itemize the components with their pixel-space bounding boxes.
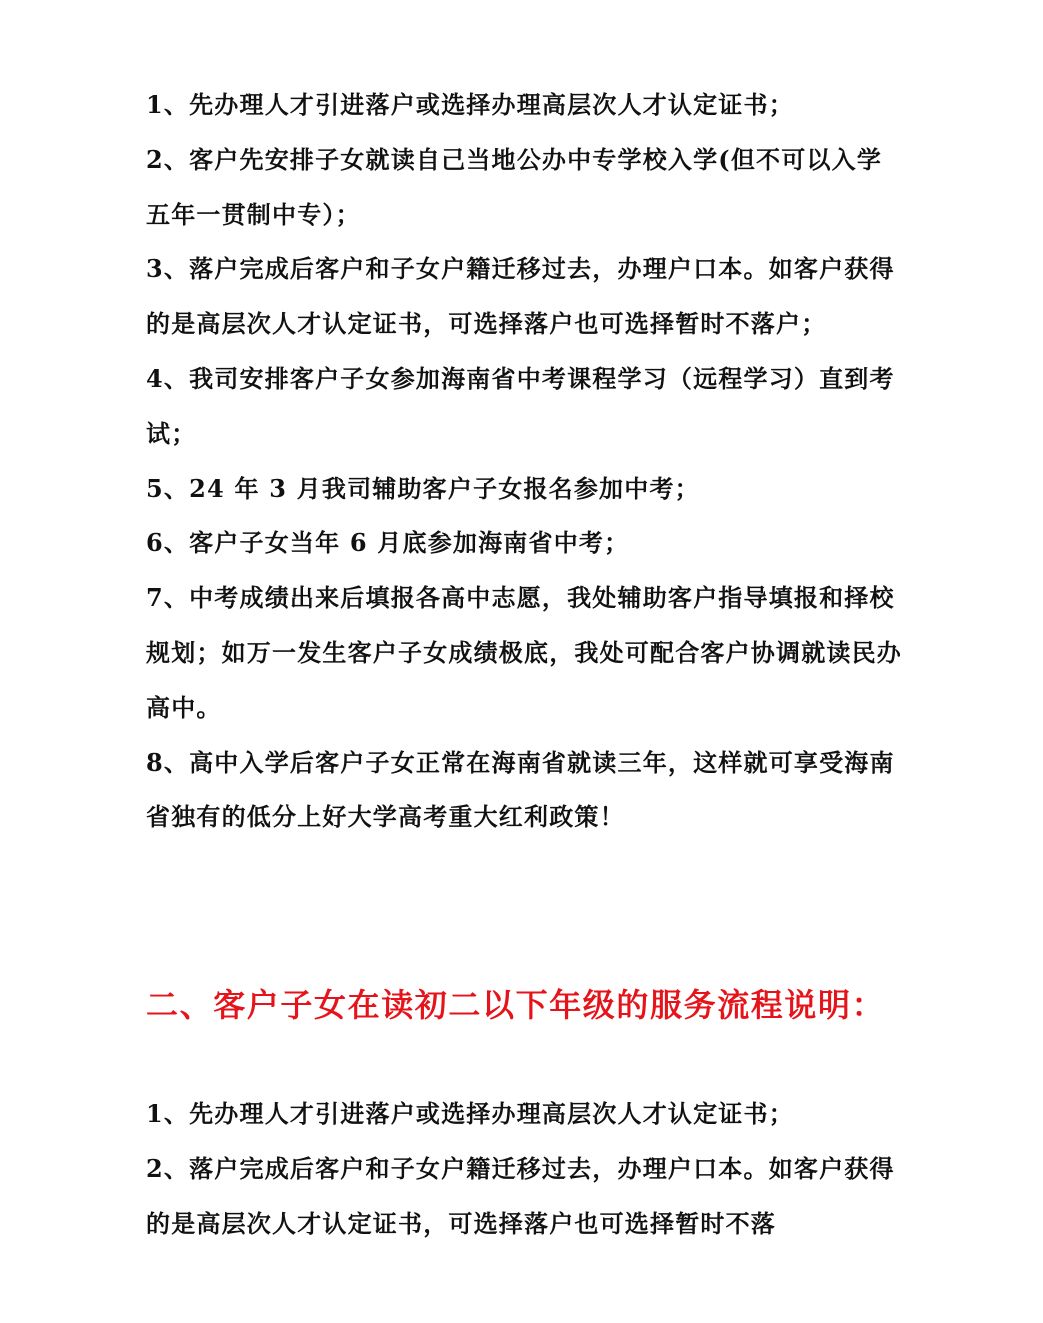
step-2: 2、客户先安排子女就读自己当地公办中专学校入学(但不可以入学五年一贯制中专）； — [146, 144, 883, 229]
step-4: 4、我司安排客户子女参加海南省中考课程学习（远程学习）直到考试； — [146, 363, 895, 448]
section-2-steps — [146, 1087, 906, 1251]
step-1: 1、先办理人才引进落户或选择办理高层次人才认定证书； — [146, 1099, 794, 1128]
step-6: 6、客户子女当年 6 月底参加海南省中考； — [146, 528, 630, 558]
step-2: 2、落户完成后客户和子女户籍迁移过去，办理户口本。如客户获得的是高层次人才认定证书，可选择落户也可选择暂时不落 — [146, 1153, 895, 1238]
step-3: 3、落户完成后客户和子女户籍迁移过去，办理户口本。如客户获得的是高层次人才认定证书，可选择落户也可选择暂时不落户； — [146, 254, 895, 339]
step-8: 8、高中入学后客户子女正常在海南省就读三年，这样就可享受海南省独有的低分上好大学高考重大红利政策！ — [146, 747, 895, 832]
section-1-steps — [146, 78, 906, 845]
step-1: 1、先办理人才引进落户或选择办理高层次人才认定证书； — [146, 90, 794, 119]
step-5: 5、24 年 3 月我司辅助客户子女报名参加中考； — [146, 473, 700, 503]
step-7: 7、中考成绩出来后填报各高中志愿，我处辅助客户指导填报和择校规划；如万一发生客户子女成绩极底，我处可配合客户协调就读民办高中。 — [146, 583, 902, 722]
section-2-heading: 二、客户子女在读初二以下年级的服务流程说明： — [146, 986, 886, 1024]
